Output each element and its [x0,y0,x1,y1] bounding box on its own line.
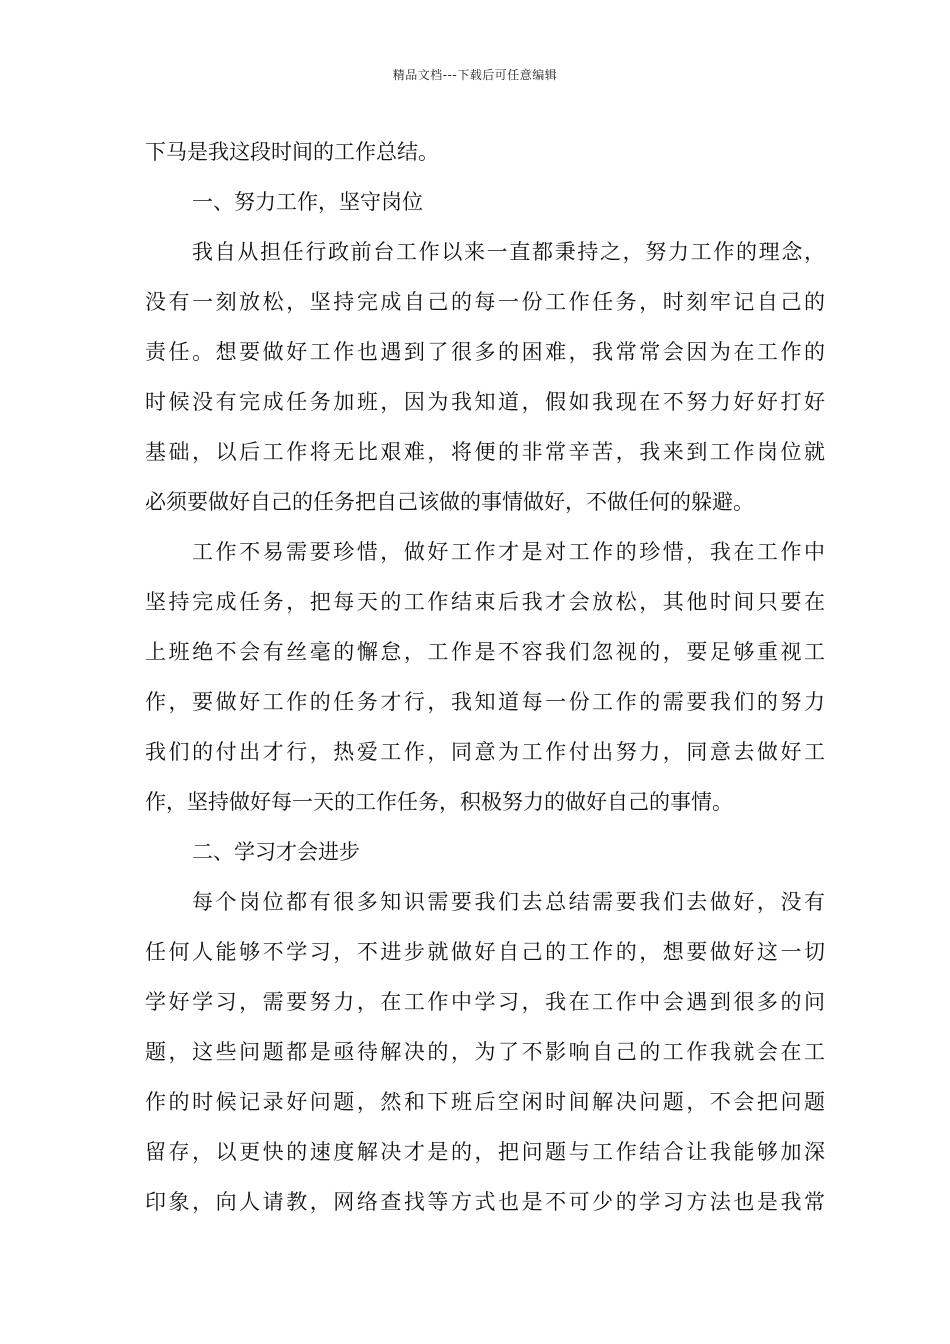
text-line: 必须要做好自己的任务把自己该做的事情做好，不做任何的躲避。 [145,490,754,514]
text-line: 我自从担任行政前台工作以来一直都秉持之，努力工作的理念， [192,240,825,264]
text-line: 时候没有完成任务加班，因为我知道，假如我现在不努力好好打好 [145,390,825,414]
document-body [145,132,825,1232]
text-line: 任何人能够不学习，不进步就做好自己的工作的，想要做好这一切 [145,940,825,964]
text-line: 一、努力工作，坚守岗位 [192,190,423,214]
text-line: 印象，向人请教，网络查找等方式也是不可少的学习方法也是我常 [145,1190,825,1214]
text-line: 没有一刻放松，坚持完成自己的每一份工作任务，时刻牢记自己的 [145,290,825,314]
text-line: 二、学习才会进步 [192,840,360,864]
text-line: 题，这些问题都是亟待解决的，为了不影响自己的工作我就会在工 [145,1040,825,1064]
text-line: 学好学习，需要努力，在工作中学习，我在工作中会遇到很多的问 [145,990,825,1014]
text-line: 责任。想要做好工作也遇到了很多的困难，我常常会因为在工作的 [145,340,825,364]
text-line: 作的时候记录好问题，然和下班后空闲时间解决问题，不会把问题 [145,1090,825,1114]
text-line: 作，要做好工作的任务才行，我知道每一份工作的需要我们的努力 [145,690,825,714]
text-line: 下马是我这段时间的工作总结。 [145,140,439,164]
text-line: 上班绝不会有丝毫的懈怠，工作是不容我们忽视的，要足够重视工 [145,640,825,664]
page-header: 精品文档---下载后可任意编辑 [392,68,558,82]
text-line: 留存，以更快的速度解决才是的，把问题与工作结合让我能够加深 [145,1140,825,1164]
text-line: 坚持完成任务，把每天的工作结束后我才会放松，其他时间只要在 [145,590,825,614]
text-line: 作，坚持做好每一天的工作任务，积极努力的做好自己的事情。 [145,790,733,814]
text-line: 工作不易需要珍惜，做好工作才是对工作的珍惜，我在工作中 [192,540,825,564]
text-line: 每个岗位都有很多知识需要我们去总结需要我们去做好，没有 [192,890,825,914]
text-line: 基础，以后工作将无比艰难，将便的非常辛苦，我来到工作岗位就 [145,440,825,464]
text-line: 我们的付出才行，热爱工作，同意为工作付出努力，同意去做好工 [145,740,825,764]
